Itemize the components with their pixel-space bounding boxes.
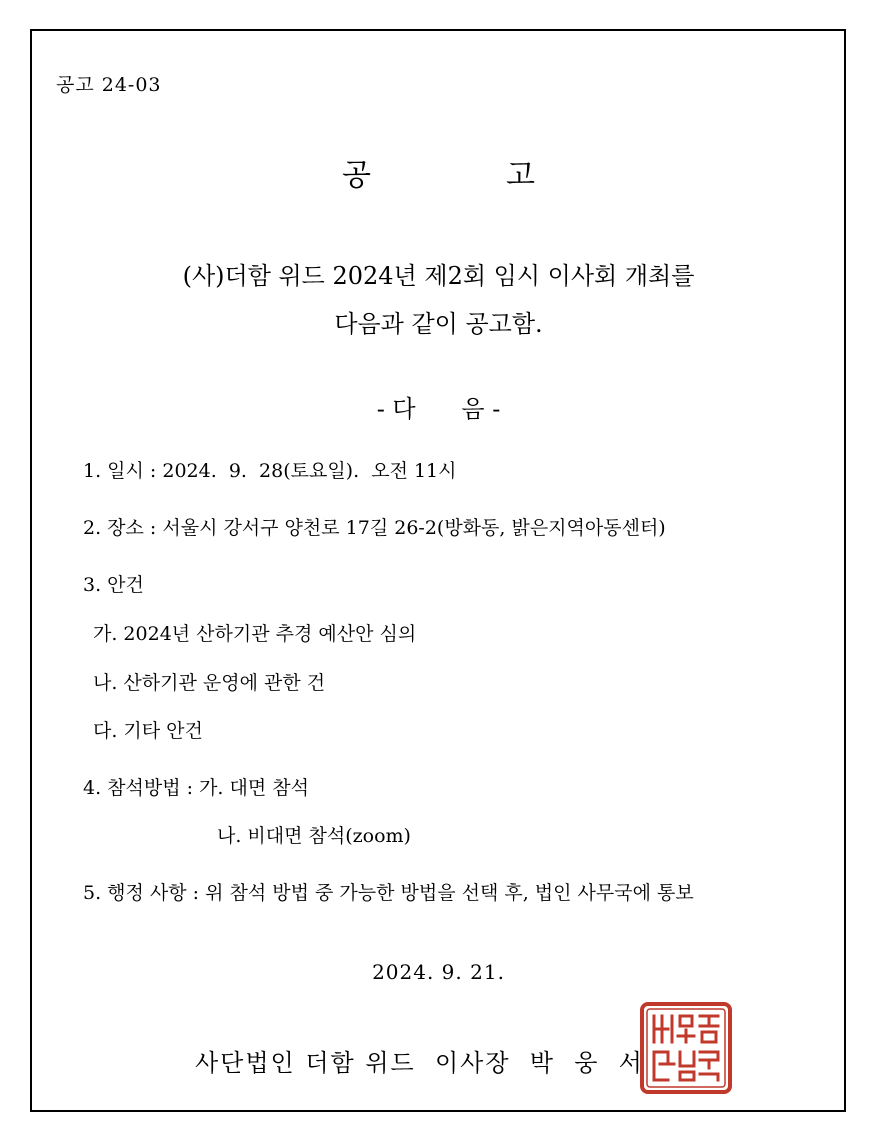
signature-line: 사단법인 더함 위드 이사장 박 웅 서 (195, 1049, 644, 1077)
attend-method-b: 나. 비대면 참석(zoom) (217, 825, 411, 847)
title-char-left: 공 (342, 158, 371, 193)
item-attend-method: 4. 참석방법 : 가. 대면 참석 (83, 777, 309, 799)
item-place: 2. 장소 : 서울시 강서구 양천로 17길 26-2(방화동, 밝은지역아동센터) (83, 517, 666, 539)
item-agenda-heading: 3. 안건 (83, 574, 144, 596)
document-number: 공고 24-03 (56, 74, 162, 96)
lead-line-1: (사)더함 위드 2024년 제2회 임시 이사회 개최를 (182, 262, 695, 290)
page-title (0, 150, 877, 194)
item-datetime: 1. 일시 : 2024. 9. 28(토요일). 오전 11시 (83, 460, 457, 482)
official-seal (640, 1002, 732, 1094)
lead-line-2: 다음과 같이 공고함. (334, 310, 543, 338)
notice-date: 2024. 9. 21. (372, 960, 505, 984)
title-char-right: 고 (506, 158, 535, 193)
subheading: - 다 음 - (376, 395, 501, 423)
agenda-item-a: 가. 2024년 산하기관 추경 예산안 심의 (93, 623, 417, 645)
item-admin-note: 5. 행정 사항 : 위 참석 방법 중 가능한 방법을 선택 후, 법인 사무국에 통보 (83, 882, 694, 904)
agenda-item-c: 다. 기타 안건 (93, 720, 203, 742)
agenda-item-b: 나. 산하기관 운영에 관한 건 (93, 672, 326, 694)
